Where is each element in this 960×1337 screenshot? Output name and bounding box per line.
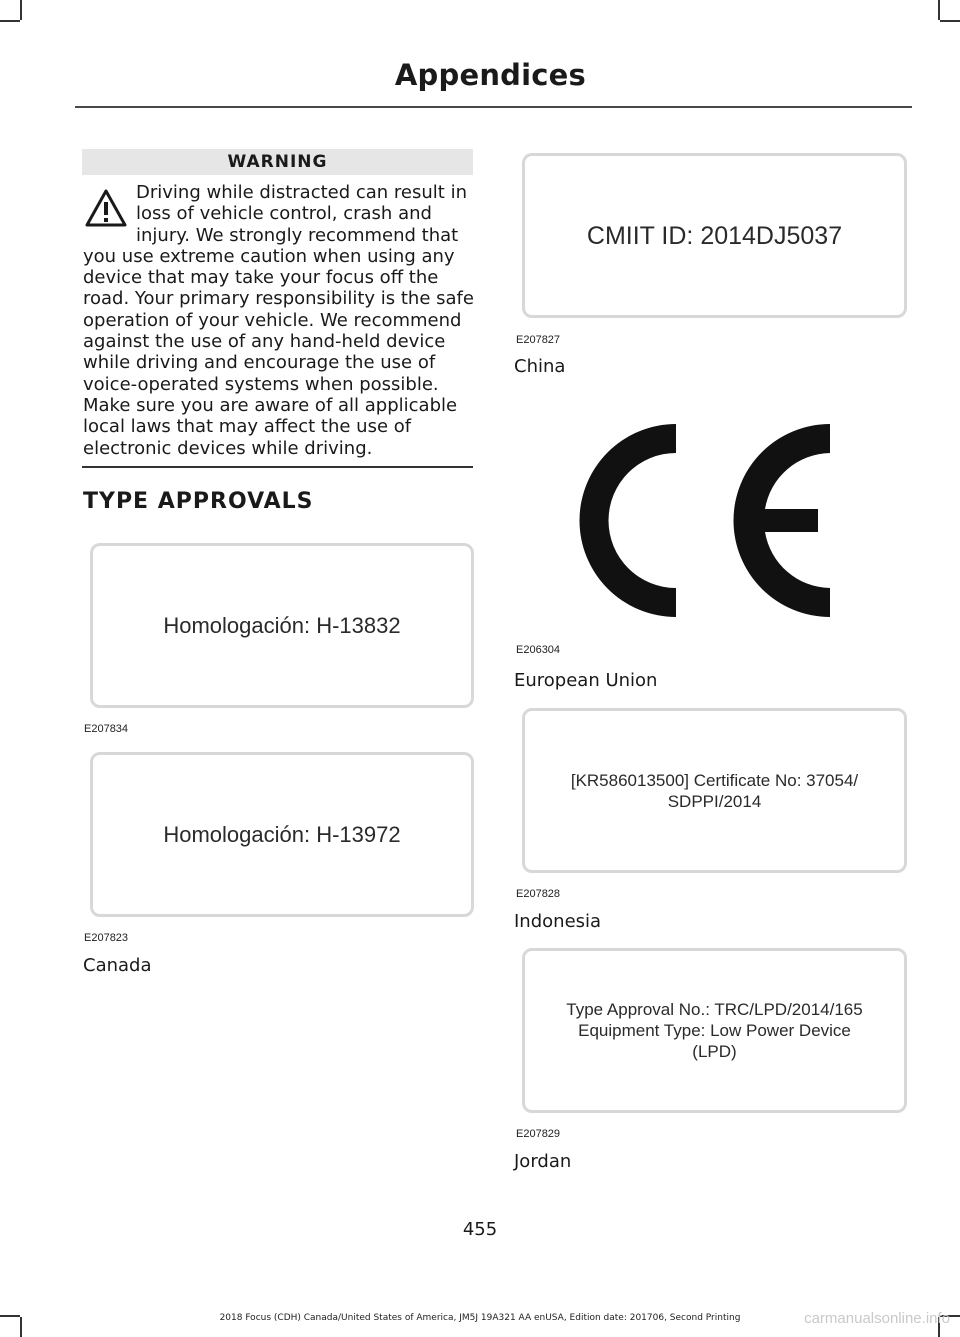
- approval-plate-jordan: [522, 948, 907, 1113]
- ce-mark-logo: [566, 424, 840, 617]
- warning-heading: WARNING: [82, 149, 473, 175]
- image-code: E207829: [516, 1128, 561, 1140]
- approval-plate-china: [522, 153, 907, 318]
- plate-text: Homologación: H-13832: [163, 612, 401, 638]
- warning-bottom-rule: [82, 466, 473, 468]
- header-divider: [75, 106, 912, 108]
- image-code: E207823: [84, 932, 129, 944]
- plate-text: Homologación: H-13972: [163, 821, 401, 847]
- caption-european-union: European Union: [514, 670, 658, 691]
- image-code: E207834: [84, 723, 129, 735]
- image-code: E207828: [516, 888, 561, 900]
- plate-text-line3: (LPD): [692, 1042, 737, 1061]
- warning-icon-spacer: [83, 182, 136, 242]
- page-number: 455: [462, 1219, 498, 1240]
- page-header-title: Appendices: [394, 58, 586, 92]
- crop-mark: [0, 20, 20, 22]
- section-title: TYPE APPROVALS: [83, 489, 314, 514]
- footer-edition-info: 2018 Focus (CDH) Canada/United States of America, JM5J 19A321 AA enUSA, Edition date: 201706, Second Printing: [219, 1313, 741, 1323]
- warning-text-block: [83, 182, 475, 459]
- plate-text: CMIIT ID: 2014DJ5037: [586, 221, 843, 250]
- plate-text-line1: [KR586013500] Certificate No: 37054/: [570, 770, 859, 790]
- caption-canada: Canada: [83, 955, 152, 976]
- crop-mark: [938, 0, 940, 20]
- plate-text-line1: Type Approval No.: TRC/LPD/2014/165: [566, 1000, 863, 1019]
- plate-text-line2: SDPPI/2014: [667, 791, 762, 811]
- warning-text: Driving while distracted can result in loss of vehicle control, crash and injury. We strongly recommend that you use extreme caution when using any device that may take your focus off the road. Your primary responsibility is the safe operation of your vehicle. We recommend against the use of any hand-held device while driving and encourage the use of voice-operated systems when possible. Make sure you are aware of all applicable local laws that may affect the use of electronic devices while driving.: [83, 182, 474, 459]
- approval-plate-indonesia: [522, 708, 907, 873]
- crop-mark: [20, 0, 22, 20]
- approval-plate-homologacion-2: [90, 752, 474, 917]
- caption-indonesia: Indonesia: [514, 911, 602, 932]
- crop-mark: [940, 20, 960, 22]
- image-code: E206304: [516, 644, 561, 656]
- caption-jordan: Jordan: [514, 1151, 572, 1172]
- plate-text-line2: Equipment Type: Low Power Device: [578, 1021, 851, 1040]
- caption-china: China: [514, 356, 566, 377]
- approval-plate-homologacion-1: [90, 543, 474, 708]
- image-code: E207827: [516, 334, 561, 346]
- watermark: carmanualsonline.info: [804, 1310, 950, 1327]
